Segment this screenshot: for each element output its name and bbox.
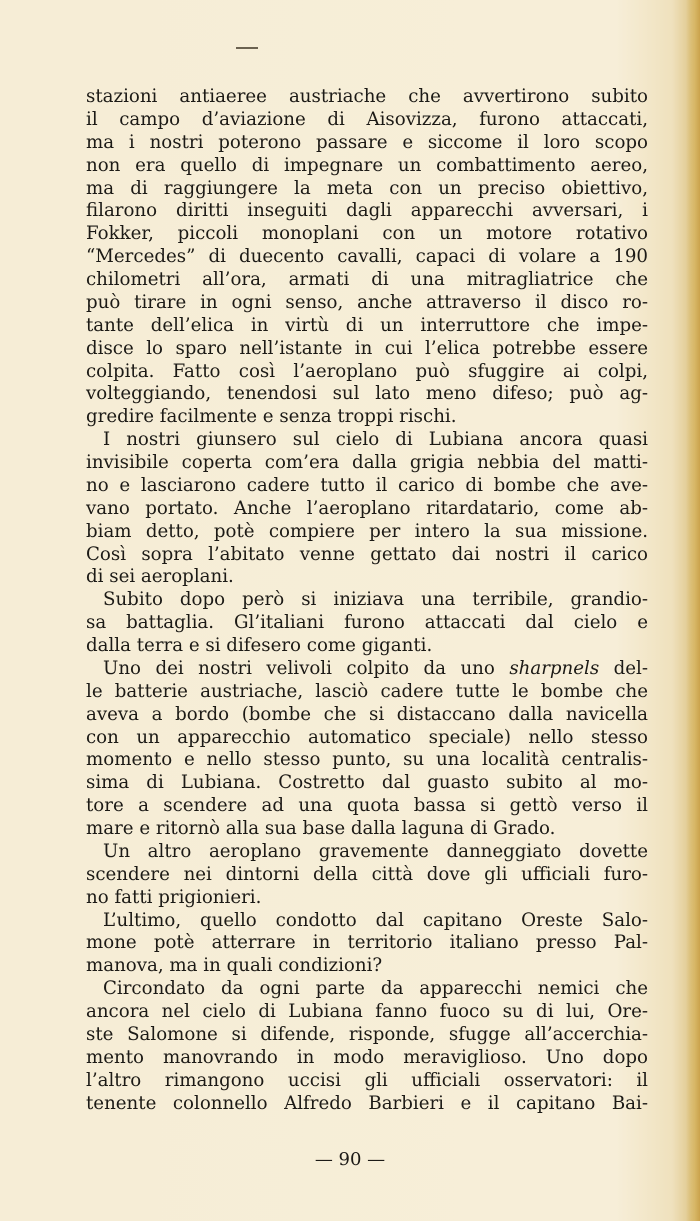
text-line: ma di raggiungere la meta con un preciso obiettivo, [86, 177, 648, 199]
text-line: mare e ritornò alla sua base dalla laguna di Grado. [86, 818, 556, 839]
text-line: mento manovrando in modo meraviglioso. Uno dopo [86, 1046, 648, 1068]
text-line: vano portato. Anche l’aeroplano ritardatario, come ab- [86, 497, 648, 519]
italic-term: sharpnels [509, 657, 600, 679]
text-line: momento e nello stesso punto, su una località centralis- [86, 749, 648, 771]
text-line: sima di Lubiana. Costretto dal guasto subito al mo- [86, 772, 648, 794]
text-line: no e lasciarono cadere tutto il carico di bombe che ave- [86, 474, 648, 496]
text-line: volteggiando, tenendosi sul lato meno difeso; può ag- [86, 383, 648, 405]
text-line: invisibile coperta com’era dalla grigia nebbia del matti- [86, 452, 648, 473]
text-line: scendere nei dintorni della città dove gli ufficiali furo- [86, 863, 648, 885]
text-line: mone potè atterrare in territorio italiano presso Pal- [86, 932, 648, 954]
text-line: tante dell’elica in virtù di un interruttore che impe- [86, 314, 648, 336]
text-line: le batterie austriache, lasciò cadere tutte le bombe che [86, 680, 648, 702]
text-line: Circondato da ogni parte da apparecchi nemici che [103, 978, 648, 1000]
text-line: L’ultimo, quello condotto dal capitano Oreste Salo- [103, 909, 648, 931]
text-line: Così sopra l’abitato venne gettato dai nostri il carico [86, 543, 648, 565]
text-line: ste Salomone si difende, risponde, sfugge all’accerchia- [86, 1023, 648, 1045]
text-line: sa battaglia. Gl’italiani furono attaccati dal cielo e [86, 612, 648, 634]
text-line: tenente colonnello Alfredo Barbieri e il capitano Bai- [86, 1092, 648, 1114]
top-mark [236, 47, 258, 49]
text-line: l’altro rimangono uccisi gli ufficiali osservatori: il [86, 1069, 648, 1091]
text-line: con un apparecchio automatico speciale) nello stesso [86, 726, 648, 748]
text-line: gredire facilmente e senza troppi rischi. [86, 406, 457, 428]
body-text [86, 86, 648, 1115]
page-number: — 90 — [314, 1149, 386, 1170]
text-line: I nostri giunsero sul cielo di Lubiana ancora quasi [103, 429, 648, 451]
text-line: può tirare in ogni senso, anche attraverso il disco ro- [86, 291, 648, 313]
text-line: no fatti prigionieri. [86, 886, 262, 908]
text-line: filarono diritti inseguiti dagli apparecchi avversari, i [86, 200, 648, 222]
text-line: Un altro aeroplano gravemente danneggiato dovette [103, 840, 648, 862]
text-line: ancora nel cielo di Lubiana fanno fuoco su di lui, Ore- [86, 1001, 648, 1022]
text-line: dalla terra e si difesero come giganti. [86, 635, 433, 656]
text-line: Subito dopo però si iniziava una terribile, grandio- [103, 589, 648, 611]
text-line: il campo d’aviazione di Aisovizza, furono attaccati, [86, 108, 648, 130]
text-line: tore a scendere ad una quota bassa si gettò verso il [86, 795, 648, 817]
text-line: Fokker, piccoli monoplani con un motore rotativo [86, 223, 648, 245]
text-line: chilometri all’ora, armati di una mitragliatrice che [86, 269, 648, 290]
page-edge [686, 0, 700, 1221]
text-line: Uno dei nostri velivoli colpito da uno sharpnels del- [103, 657, 648, 679]
text-line: biam detto, potè compiere per intero la sua missione. [86, 520, 648, 542]
text-line: “Mercedes” di duecento cavalli, capaci di volare a 190 [86, 246, 648, 268]
text-line: manova, ma in quali condizioni? [86, 955, 383, 977]
text-line: ma i nostri poterono passare e siccome il loro scopo [86, 131, 648, 153]
text-line: aveva a bordo (bombe che si distaccano dalla navicella [86, 703, 648, 725]
text-line: disce lo sparo nell’istante in cui l’elica potrebbe essere [86, 337, 648, 359]
text-line: di sei aeroplani. [86, 566, 234, 588]
text-line: colpita. Fatto così l’aeroplano può sfuggire ai colpi, [86, 360, 648, 382]
text-line: stazioni antiaeree austriache che avvertirono subito [86, 86, 648, 107]
text-line: non era quello di impegnare un combattimento aereo, [86, 154, 648, 176]
